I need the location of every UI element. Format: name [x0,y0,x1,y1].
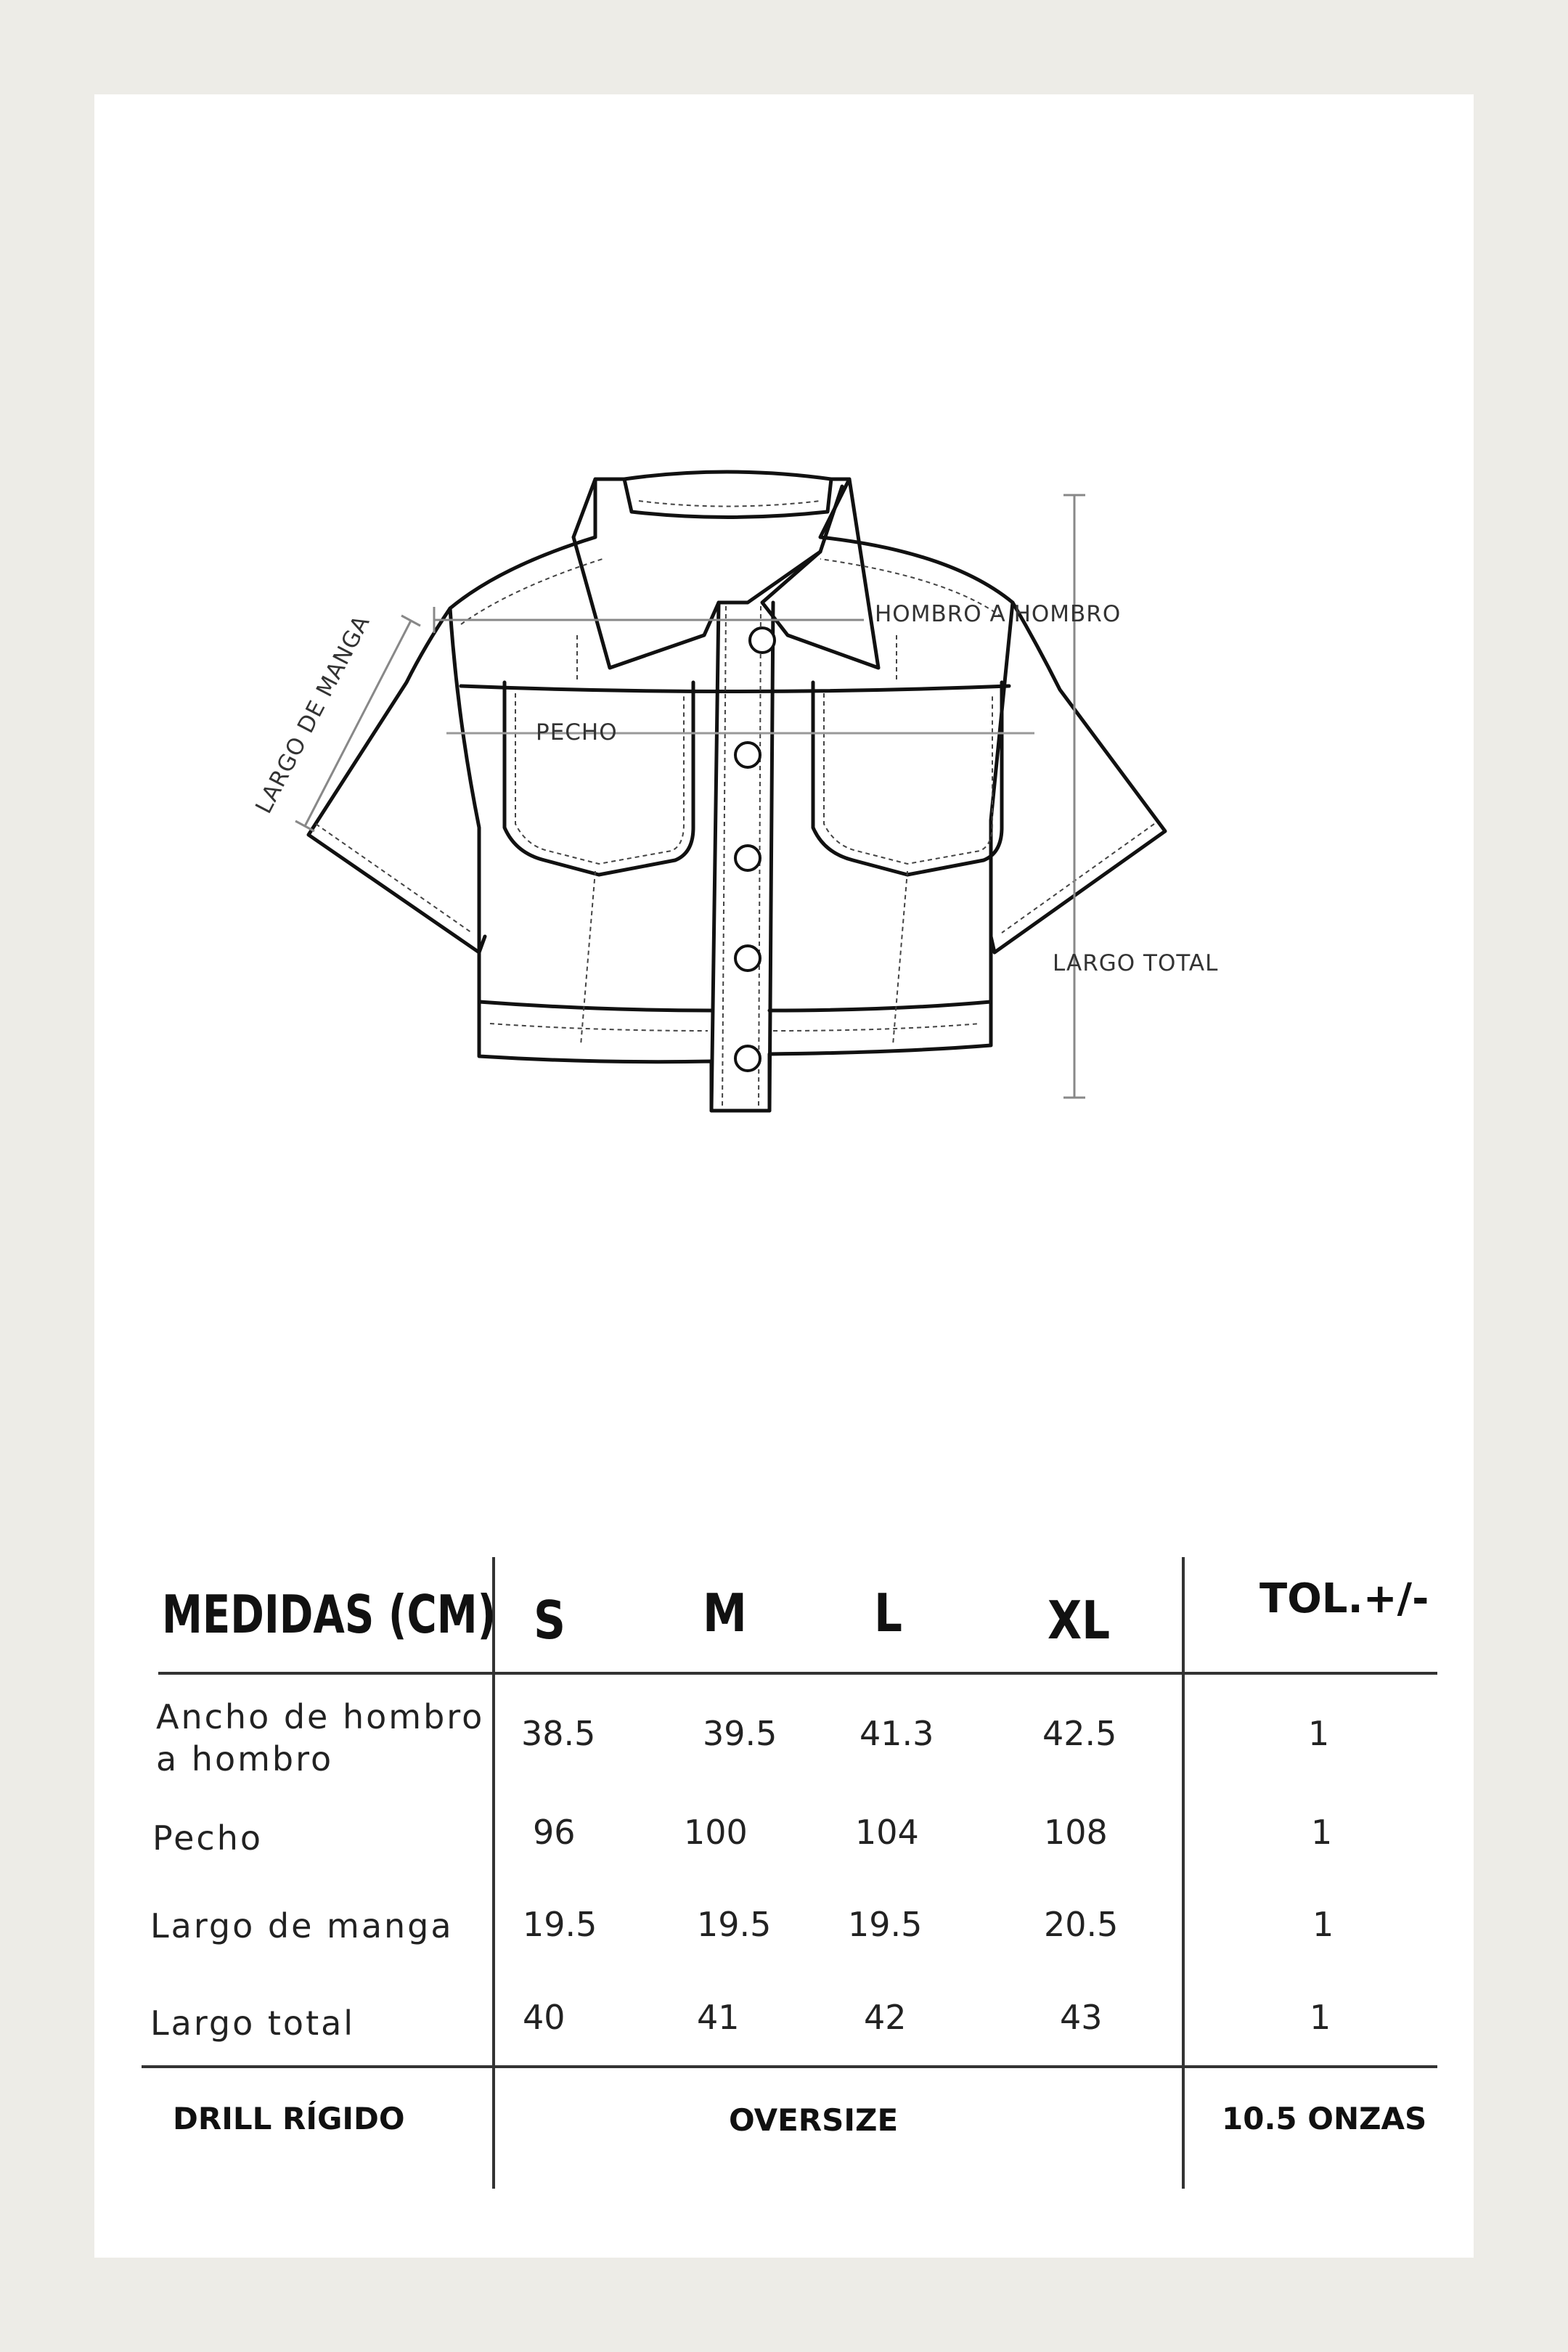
button-2 [735,743,760,767]
value-chest-xl: 108 [1044,1813,1108,1852]
button-1 [750,628,775,653]
total-length-label: LARGO TOTAL [1053,950,1219,976]
value-chest-m: 100 [684,1813,748,1852]
size-header-xl: XL [1048,1590,1111,1651]
value-total-xl: 43 [1060,1998,1103,2037]
value-total-l: 42 [864,1998,907,2037]
tol-chest: 1 [1311,1813,1333,1852]
value-sleeve-l: 19.5 [848,1905,923,1944]
chest-label: PECHO [536,719,618,746]
row-label-total: Largo total [150,2004,356,2043]
size-header-s: S [534,1590,566,1651]
shoulder-label: HOMBRO A HOMBRO [875,601,1122,627]
value-total-m: 41 [697,1998,740,2037]
button-5 [735,1046,760,1071]
value-shoulder-xl: 42.5 [1042,1714,1117,1753]
row-label-shoulder-line1: Ancho de hombro [156,1697,485,1736]
button-3 [735,846,760,870]
tolerance-header: TOL.+/- [1259,1575,1429,1622]
value-shoulder-m: 39.5 [703,1714,777,1753]
jacket-diagram [94,94,1474,1183]
tol-sleeve: 1 [1312,1905,1334,1944]
value-total-s: 40 [523,1998,565,2037]
size-chart-card [94,94,1474,2258]
right-pocket [813,682,1002,875]
weight-label: 10.5 ONZAS [1222,2101,1427,2136]
size-header-l: L [874,1583,903,1643]
row-label-chest: Pecho [152,1818,263,1858]
value-shoulder-l: 41.3 [859,1714,934,1753]
value-chest-s: 96 [533,1813,576,1852]
size-header-m: M [703,1583,747,1643]
value-sleeve-xl: 20.5 [1044,1905,1119,1944]
table-header-divider [158,1672,1437,1675]
row-label-shoulder-line2: a hombro [156,1739,334,1779]
row-label-sleeve: Largo de manga [150,1906,454,1945]
value-shoulder-s: 38.5 [521,1714,596,1753]
row-label-shoulder [156,1696,484,1780]
table-left-vertical [492,1557,495,2189]
value-sleeve-m: 19.5 [697,1905,772,1944]
table-title: MEDIDAS (CM) [162,1584,497,1645]
value-sleeve-s: 19.5 [523,1905,597,1944]
tol-total: 1 [1310,1998,1331,2037]
sleeve-length-label: LARGO DE MANGA [250,611,375,818]
fit-label: OVERSIZE [729,2102,899,2138]
left-pocket [505,682,693,875]
value-chest-l: 104 [855,1813,919,1852]
table-right-vertical [1182,1557,1185,2189]
right-sleeve [991,603,1165,952]
jacket-body [450,472,1013,1111]
fabric-label: DRILL RÍGIDO [173,2101,405,2136]
table-footer-divider [142,2065,1437,2068]
button-4 [735,946,760,971]
tol-shoulder: 1 [1308,1714,1330,1753]
